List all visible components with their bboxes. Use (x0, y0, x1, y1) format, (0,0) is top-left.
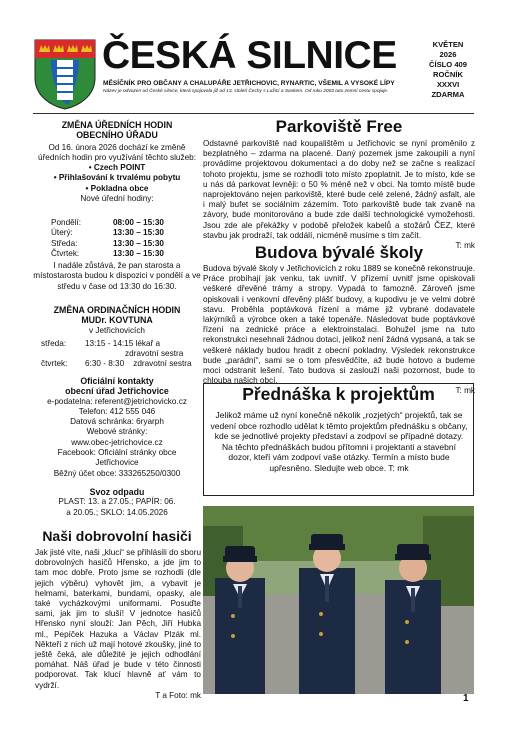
contact-facebook: Facebook: Oficiální stránky obce (57, 448, 177, 458)
ordination-heading-2: MUDr. KOVTUNA (81, 315, 153, 326)
hours-row: Úterý: 13:30 – 15:30 (51, 228, 164, 238)
page-number: 1 (463, 693, 469, 704)
contact-web-link[interactable]: www.obec-jetrichovice.cz (71, 437, 163, 447)
school-text: Budova bývalé školy v Jetřichovicích z roku 1889 se konečně rekonstruuje. Práce probíhají jak venku, tak uvnitř. V přízemí uvnitř jsme opiskovali veškeré dřevěné trámy a stropy. Vypadá to famozně. Zároveň jsme opiskovali i venkovní dřevěný plášť budovy, a kupodivu je ve velmi dobré stavu. Proběhla poptávková řízení a máme již vybrané dodavatele lakýrníků a výrobce oken a také topenáře. Následovat bude poptávkové řízení na zednické práce a elektroinstalaci. Bohužel jsme na tuto rekonstrukci nesehnali žádnou dotaci, jelikož není žádná vypsaná, a tak se veškeré náklady budou hradit z obecní pokladny. Výsledek rekonstrukce bude „parádní“, sami se o tom přesvědčíte, až bude hotovo a budeme moci odstranit lešení. Tato budova si zaslouží naši pozornost, bude to chlouba našich obcí. (203, 264, 475, 386)
ordination-row: středa: 13:15 - 14:15 lékař a (41, 339, 161, 348)
newspaper-title: ČESKÁ SILNICE (102, 34, 397, 77)
contacts-heading-2: obecní úřad Jetřichovice (65, 386, 169, 397)
newspaper-subtitle: MĚSÍČNÍK PRO OBČANY A CHALUPÁŘE JETŘICHOVIC, RYNARTIC, VŠEMIL A VYSOKÉ LÍPY (103, 80, 395, 87)
school-article (203, 264, 475, 397)
new-hours-label: Nové úřední hodiny: (80, 194, 154, 204)
parking-article (203, 139, 475, 251)
issue-price: ZDARMA (431, 90, 465, 99)
waste-section (33, 487, 201, 518)
contact-databox: Datová schránka: 6ryarph (70, 417, 164, 427)
lecture-text: Jelikož máme už nyní konečně několik „rozjetých“ projektů, tak se vedení obce rozhodlo udělat k těmto projektům přednášku s občany, kde se jednotlivé projekty představí a zodpoví se případné dotazy. Na těchto přednáškách budou přítomni i projektanti a stavební dozor, kteří vám zodpoví vaše otázky. Termín a místo bude upřesněno. Sledujte web obce. T: mk (210, 410, 468, 473)
firefighters-text: Jak jisté víte, naši „kluci“ se přihlásili do sboru dobrovolných hasičů Hřensko, a jde jim to tam moc dobře. Proto jsme se rozhodli (dle jejich výběru) vyhovět jim, a vybavit je helmami, baterkami, bundami, opasky, ale také vycházkovými uniformami. Posuďte sami, jak jim to sluší! V jednotce hasičů Hřensko nyní slouží: Jan Pěch, Jiří Hubka ml., Pepíček Hazuka a Václav Plzák ml. Někteří z nich už mají hotové zkoušky, jiné to ještě čeká, ale důležité je jejich odhodlání pomáhat. Náš úřad je bude v této činnosti podporovat. Tak klucí hlavně ať vám to vydrží. (35, 548, 201, 690)
contacts-section (33, 376, 201, 479)
coat-of-arms-logo (33, 38, 97, 110)
newspaper-tagline: Název je odvozen od České silnice, která spojovala již od 13. století Čechy s Lužicí a Saskem. Od roku 2003 tuto zemní cestu spojuje. (103, 89, 389, 94)
hours-row: Čtvrtek: 13:30 – 15:30 (51, 248, 164, 258)
firefighters-title: Naši dobrovolní hasiči (42, 528, 192, 544)
firefighters-signature: T a Foto: mk (155, 690, 201, 700)
issue-volume: XXXVI (436, 80, 460, 89)
ordination-row: zdravotní sestra (125, 349, 184, 359)
lecture-title: Přednáška k projektům (242, 384, 435, 404)
issue-info (422, 40, 474, 100)
contacts-heading: Oficiální kontakty (80, 376, 154, 386)
contact-web-label: Webové stránky: (86, 427, 148, 437)
ordination-section (33, 305, 201, 336)
ordination-table (41, 339, 201, 370)
school-signature: T: mk (455, 386, 475, 396)
office-heading: ZMĚNA ÚŘEDNÍCH HODIN (61, 120, 173, 130)
office-note: I nadále zůstává, že pan starosta a místostarosta budou k dispozici v pondělí a ve středu v čase od 13:30 do 16:30. (33, 261, 201, 291)
masthead-divider (33, 113, 474, 114)
office-hours-section (33, 120, 201, 204)
hours-row: Pondělí: 08:00 – 15:30 (51, 218, 164, 227)
contact-facebook-2: Jetřichovice (95, 458, 139, 468)
parking-text: Odstavné parkoviště nad koupalištěm u Jetřichovic se nyní proměnilo z bezplatného – zdarma na placené. Daný pozemek jsme zakoupili a nyní provádíme projektovou dokumentaci a do doby než se začne s realizací tohoto projektu, jsme se rozhodli toto místo zpoplatnit. Je to místo, kde se u nás dá parkovat levněji: o 50 % méně než v obci. Na tomto místě bude naprojektováno nejen parkoviště, které bude celé zelené, žádný asfalt, ale i malý bufet se sociálním zázemím. Toto parkoviště bude tak zvaně na závory, bude monitorováno a bude zde další technologické vymožehosti. Jsou zde ale překážky v podobě přeložek kabelů a stožárů ČEZ, které stavbu jak prodraží, tak oddálí, nicméně musíme s tím začít. (203, 139, 475, 240)
issue-volume-label: ROČNÍK (433, 70, 463, 79)
ordination-heading: ZMĚNA ORDINAČNÍCH HODIN (53, 305, 181, 315)
ordination-row: čtvrtek: 6:30 - 8:30 zdravotní sestra (41, 359, 192, 369)
hours-row: Středa: 13:30 – 15:30 (51, 238, 164, 248)
service-item: • Pokladna obce (85, 183, 149, 193)
waste-text-2: a 20.05.; SKLO: 14.05.2026 (66, 507, 168, 517)
hours-table (51, 218, 191, 259)
parking-title: Parkoviště Free (275, 117, 403, 136)
parking-signature: T: mk (455, 241, 475, 251)
firefighters-photo (203, 506, 474, 694)
contact-phone: Telefon: 412 555 046 (78, 406, 156, 416)
ordination-place: v Jetřichovicích (89, 325, 145, 335)
waste-heading: Svoz odpadu (89, 487, 145, 497)
issue-month: KVĚTEN (432, 40, 464, 49)
issue-year: 2026 (439, 50, 457, 59)
office-intro: Od 16. února 2026 dochází ke změně úředních hodin pro využívání těchto služeb: (38, 142, 196, 162)
office-heading-2: OBECNÍHO ÚŘADU (76, 130, 158, 141)
firefighters-article (35, 548, 201, 701)
waste-text: PLAST: 13. a 27.05.; PAPÍR: 06. (58, 497, 176, 507)
issue-number: ČÍSLO 409 (429, 60, 467, 69)
service-item: • Přihlašování k trvalému pobytu (53, 173, 181, 183)
contact-bank-account: Běžný účet obce: 333265250/0300 (53, 468, 181, 478)
service-item: • Czech POINT (88, 163, 146, 173)
contact-email[interactable]: e-podatelna: referent@jetrichovicko.cz (47, 396, 187, 406)
school-title: Budova bývalé školy (254, 243, 424, 262)
